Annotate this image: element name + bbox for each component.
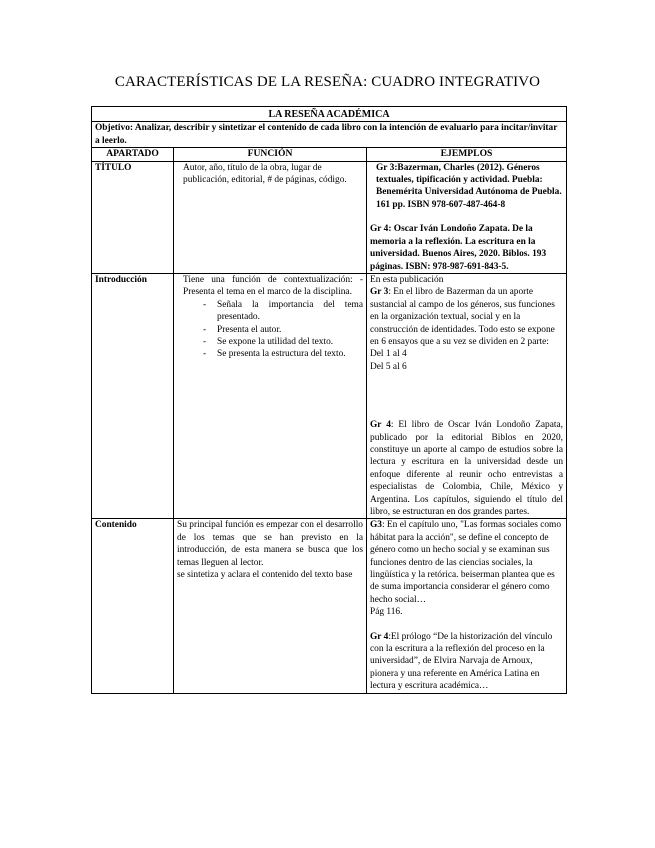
review-table xyxy=(91,106,567,694)
ejemplo-introduccion-gr4 xyxy=(370,419,563,518)
g3-text: : En el capítulo uno, "Las formas sociales como hábitat para la acción", se define el concepto de género como un hecho social y se examinan sus funciones dentro de las ciencias sociales, la lingüística y la retórica. beiserman plantea que es de suma importancia considerar el género como hecho social… xyxy=(370,520,562,605)
list-item: - Presenta el autor. xyxy=(203,324,363,336)
objective-text: : Analizar, describir y sintetizar el contenido de cada libro con la intención de evaluarlo para incitar/invitar a leerlo. xyxy=(95,123,558,146)
ejemplo-introduccion-gr3 xyxy=(370,286,563,348)
gr3-part-a: Del 1 al 4 xyxy=(370,349,407,360)
table-row xyxy=(92,273,567,519)
apartado-titulo: TÍTULO xyxy=(92,161,174,273)
gr4-label: Gr 4 xyxy=(370,420,391,431)
funcion-contenido xyxy=(174,519,367,693)
ejemplo-introduccion-intro: En esta publicación xyxy=(370,274,444,285)
funcion-introduccion-intro: Tiene una función de contextualización: - Presenta el tema en el marco de la disciplina. xyxy=(183,274,363,298)
list-item: - Se expone la utilidad del texto. xyxy=(203,336,363,348)
apartado-introduccion: Introducción xyxy=(92,273,174,519)
table-row xyxy=(92,519,567,693)
header-apartado: APARTADO xyxy=(92,148,174,162)
list-item: - Se presenta la estructura del texto. xyxy=(203,348,363,360)
ejemplo-titulo-gr4: Gr 4: Oscar Iván Londoño Zapata. De la memoria a la reflexión. La escritura en la universidad. Buenos Aires, 2020. Biblos. 193 páginas. ISBN: 978-987-691-843-5. xyxy=(370,224,547,272)
g3-page: Pág 116. xyxy=(370,607,403,618)
ejemplos-titulo xyxy=(367,161,567,273)
objective-cell xyxy=(92,122,567,148)
apartado-contenido: Contenido xyxy=(92,519,174,693)
objective-label: Objetivo xyxy=(95,123,130,134)
ejemplos-contenido xyxy=(367,519,567,693)
header-row xyxy=(92,148,567,162)
gr4-text: : El libro de Oscar Iván Londoño Zapata, publicado por la editorial Biblos en 2020, constituye un aporte al campo de estudios sobre la lectura y escritura en la universidad desde un enfoque diferente al reunir ocho entrevistas a especialistas de Colombia, Chile, México y Argentina. Los capítulos, siguiendo el título del libro, se estructuran en dos grandes partes. xyxy=(370,420,564,517)
gr4-contenido-text: :El prólogo “De la historización del vínculo con la escritura a la reflexión del proceso en la universidad”, de Elvira Narvaja de Arnoux, pionera y una referente en América Latina en lectura y escritura académica… xyxy=(370,631,553,692)
header-funcion: FUNCIÓN xyxy=(174,148,367,162)
gr3-label: Gr 3 xyxy=(370,287,389,298)
ejemplo-contenido-gr4 xyxy=(370,631,563,693)
table-row xyxy=(92,161,567,273)
page-title: CARACTERÍSTICAS DE LA RESEÑA: CUADRO INTEGRATIVO xyxy=(114,74,541,90)
ejemplo-titulo-gr3: Gr 3:Bazerman, Charles (2012). Géneros textuales, tipificación y actividad. Puebla: Benemérita Universidad Autónoma de Puebla. 161 pp. ISBN 978-607-487-464-8 xyxy=(376,162,562,210)
ejemplos-introduccion xyxy=(367,273,567,519)
table-title: LA RESEÑA ACADÉMICA xyxy=(92,107,567,122)
funcion-contenido-text-2: se sintetiza y aclara el contenido del texto base xyxy=(177,570,353,581)
funcion-introduccion-list xyxy=(177,299,363,361)
list-item: - Señala la importancia del tema presentado. xyxy=(203,299,363,324)
gr3-part-b: Del 5 al 6 xyxy=(370,361,407,372)
funcion-titulo-text: Autor, año, título de la obra, lugar de publicación, editorial, # de páginas, código. xyxy=(183,162,347,186)
gr4-contenido-label: Gr 4 xyxy=(370,631,389,642)
funcion-introduccion xyxy=(174,273,367,519)
funcion-titulo xyxy=(174,161,367,273)
header-ejemplos: EJEMPLOS xyxy=(367,148,567,162)
g3-label: G3 xyxy=(370,520,382,531)
funcion-contenido-text: Su principal función es empezar con el desarrollo de los temas que se han previsto en la introducción, de esta manera se busca que los temas lleguen al lector. xyxy=(177,520,363,568)
gr3-text: : En el libro de Bazerman da un aporte sustancial al campo de los géneros, sus funciones en la organización textual, social y en la construcción de identidades. Todo esto se expone en 6 ensayos que a su vez se dividen en 2 parte: xyxy=(370,287,555,347)
ejemplo-contenido-g3 xyxy=(370,519,563,606)
